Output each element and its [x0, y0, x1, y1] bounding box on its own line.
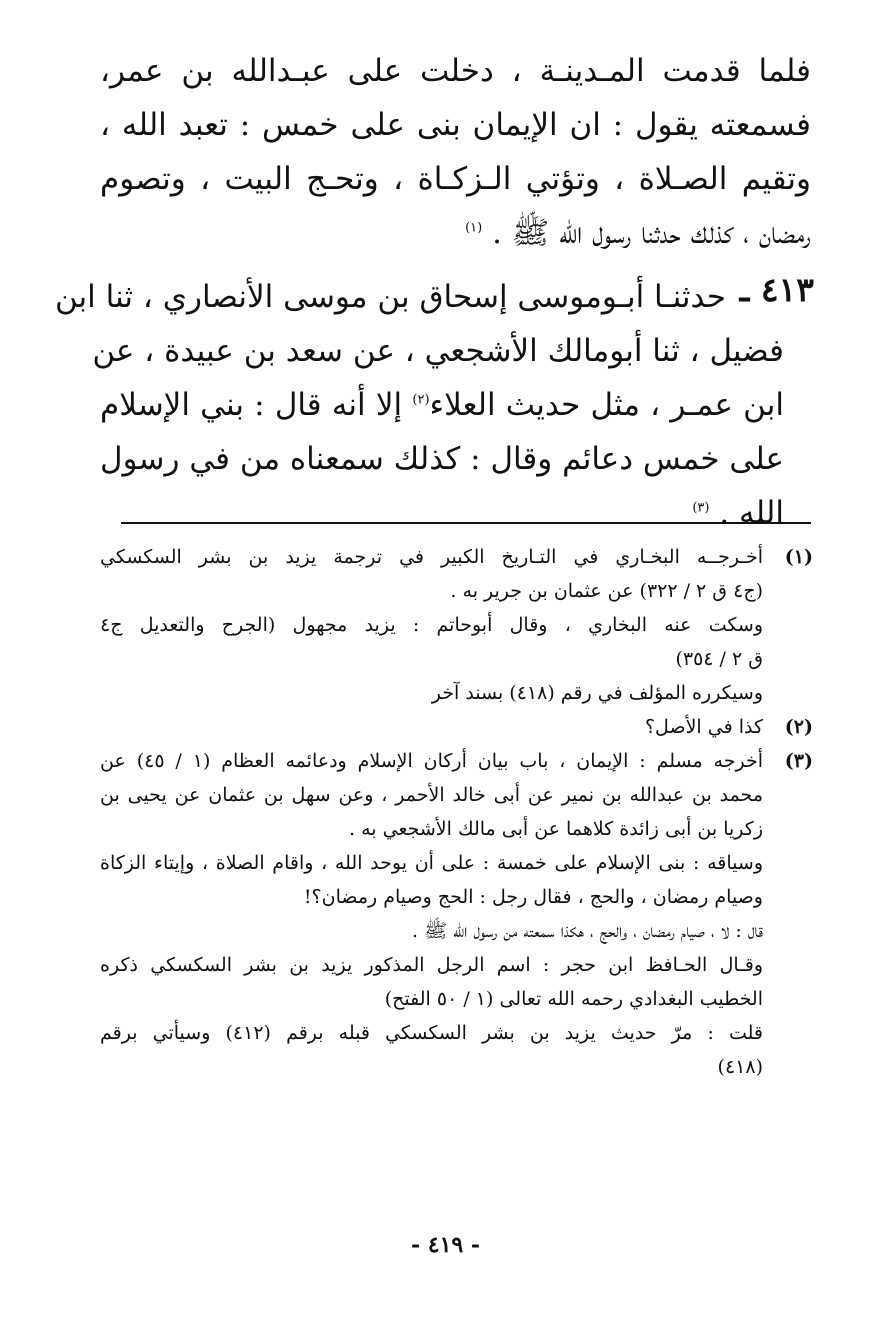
main-text-line: فسمعته يقول : ان الإيمان بنى على خمس : تعبد الله ، — [100, 107, 811, 143]
footnote-line: وصيام رمضان ، والحج ، فقال رجل : الحج وصيام رمضان؟! — [303, 886, 763, 908]
footnote-ref-1: (١) — [465, 220, 483, 236]
main-text-line-content: رمضان ، كذلك حدثنا رسول الله ﷺ . — [492, 215, 811, 251]
footnote-line: وسكت عنه البخاري ، وقال أبوحاتم : يزيد مجهول (الجرح والتعديل ج٤ — [100, 614, 763, 636]
hadith-line-part: ابن عمـر ، مثل حديث العلاء — [429, 387, 784, 423]
footnote-line: وقـال الحـافظ ابن حجر : اسم الرجل المذكور يزيد بن بشر السكسكي ذكره — [100, 954, 763, 976]
footnote-number: (٢) — [784, 716, 813, 738]
footnote-line: زكريا بن أبى زائدة كلاهما عن أبى مالك الأشجعي به . — [349, 818, 763, 840]
main-text-continuation — [100, 44, 811, 260]
footnote-line: وسياقه : بنى الإسلام على خمسة : على أن يوحد الله ، واقام الصلاة ، وإيتاء الزكاة — [100, 852, 763, 874]
footnote-line: قال : لا ، صيام رمضان ، والحج ، هكذا سمعته من رسول الله ﷺ . — [412, 920, 763, 942]
main-text-line: وتقيم الصـلاة ، وتؤتي الـزكـاة ، وتحـج البيت ، وتصوم — [100, 161, 811, 197]
main-text-line: فلما قدمت المـدينـة ، دخلت على عبـدالله بن عمر، — [100, 53, 811, 89]
footnote-line: (٤١٨) — [717, 1056, 763, 1078]
page-number: - ٤١٩ - — [410, 1232, 481, 1258]
hadith-line: فضيل ، ثنا أبومالك الأشجعي ، عن سعد بن عبيدة ، عن — [92, 333, 784, 369]
footnote-number: (١) — [784, 546, 813, 568]
footnote-ref-2: (٢) — [412, 392, 430, 408]
footnote-line: ق ٢ / ٣٥٤) — [675, 648, 763, 670]
footnote-line: الخطيب البغدادي رحمه الله تعالى (١ / ٥٠ الفتح) — [384, 988, 763, 1010]
hadith-line: على خمس دعائم وقال : كذلك سمعناه من في رسول — [100, 441, 784, 477]
hadith-line — [100, 486, 784, 540]
footnote-number: (٣) — [784, 750, 813, 772]
footnote-line: أخـرجــه البخـاري في التـاريخ الكبير في ترجمة يزيد بن بشر السكسكي — [100, 546, 763, 568]
footnote-line: محمد بن عبدالله بن نمير عن أبى خالد الأحمر ، وعن سهل بن عثمان عن يحيى بن — [100, 784, 763, 806]
main-text-line — [100, 206, 811, 260]
footnote-line: قلت : مرّ حديث يزيد بن بشر السكسكي قبله برقم (٤١٢) وسيأتي برقم — [100, 1022, 763, 1044]
hadith-number: ٤١٣ ـ — [739, 270, 814, 309]
hadith-line-part: الله . — [719, 495, 784, 531]
footnote-2 — [100, 710, 813, 744]
hadith-line: حدثنـا أبـوموسى إسحاق بن موسى الأنصاري ، ثنا ابن — [54, 279, 726, 315]
footnote-line: أخرجه مسلم : الإيمان ، باب بيان أركان الإسلام ودعائمه العظام (١ / ٤٥) عن — [100, 750, 763, 772]
footnote-line: كذا في الأصل؟ — [644, 716, 763, 738]
footnote-3 — [100, 744, 813, 1084]
footnote-line: وسيكرره المؤلف في رقم (٤١٨) بسند آخر — [431, 682, 763, 704]
hadith-line — [100, 378, 784, 432]
footnotes — [100, 540, 813, 1084]
footnote-1 — [100, 540, 813, 710]
footnote-line: (ج٤ ق ٢ / ٣٢٢) عن عثمان بن جرير به . — [450, 580, 763, 602]
footnote-ref-3: (٣) — [692, 500, 710, 516]
hadith-line-part: إلا أنه قال : بني الإسلام — [100, 387, 403, 423]
footnote-divider — [121, 522, 811, 524]
